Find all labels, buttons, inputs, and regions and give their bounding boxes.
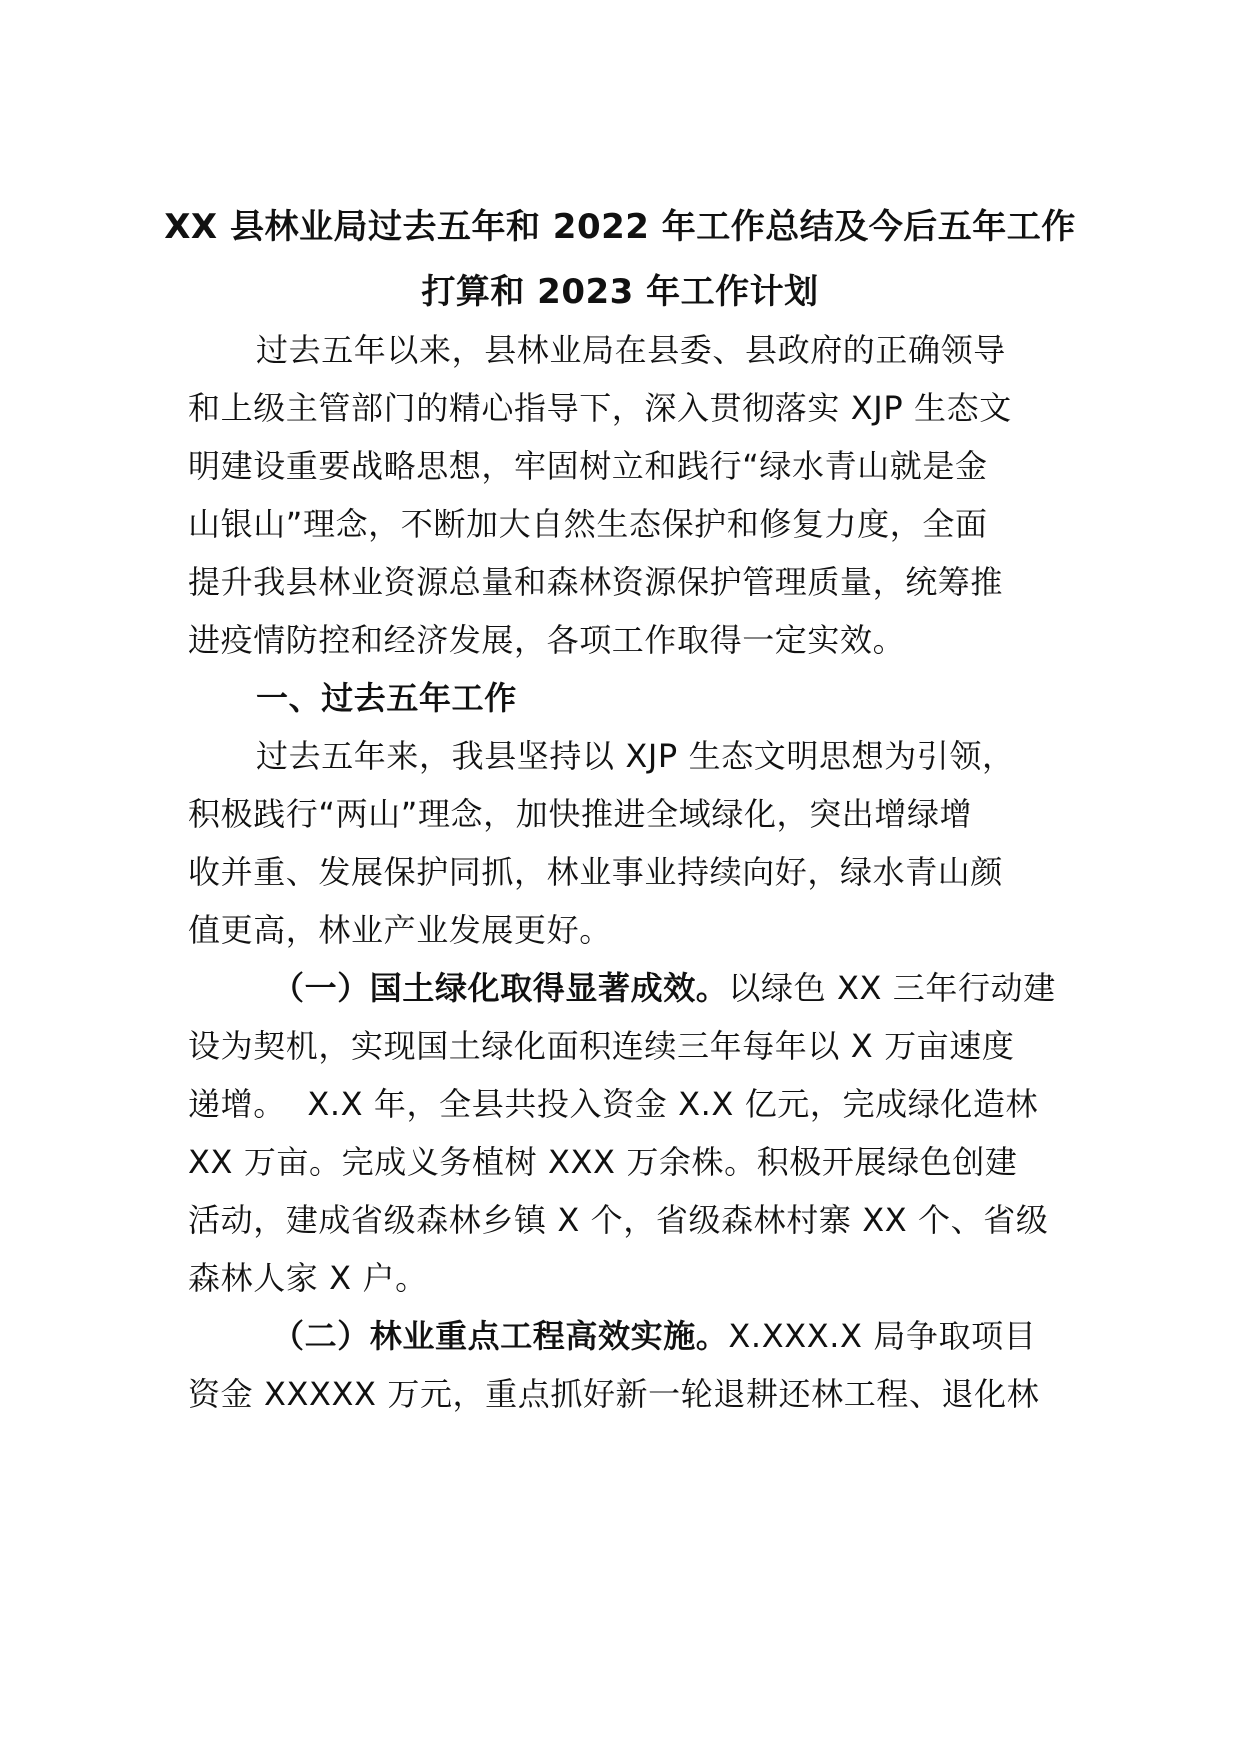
subsection-line: 设为契机，实现国土绿化面积连续三年每年以 X 万亩速度 bbox=[188, 1027, 1015, 1065]
subsection-first-line bbox=[272, 968, 1068, 1008]
intro-line: 和上级主管部门的精心指导下，深入贯彻落实 XJP 生态文 bbox=[188, 389, 1012, 427]
subsection-first-line bbox=[272, 1316, 1068, 1356]
intro-line: 过去五年以来，县林业局在县委、县政府的正确领导 bbox=[256, 331, 1006, 369]
intro-line: 提升我县林业资源总量和森林资源保护管理质量，统筹推 bbox=[188, 563, 1004, 601]
subsection-heading: （一）国土绿化取得显著成效。 bbox=[272, 969, 729, 1007]
subsection-line: 递增。 X.X 年，全县共投入资金 X.X 亿元，完成绿化造林 bbox=[188, 1085, 1039, 1123]
section1-line: 值更高，林业产业发展更好。 bbox=[188, 911, 612, 949]
section-heading: 一、过去五年工作 bbox=[256, 679, 517, 717]
subsection-text: X.XXX.X 局争取项目 bbox=[728, 1317, 1037, 1355]
section1-line: 过去五年来，我县坚持以 XJP 生态文明思想为引领， bbox=[256, 737, 1015, 775]
intro-line: 明建设重要战略思想，牢固树立和践行“绿水青山就是金 bbox=[188, 447, 988, 485]
subsection-line: 资金 XXXXX 万元，重点抓好新一轮退耕还林工程、退化林 bbox=[188, 1375, 1040, 1413]
subsection-text: 以绿色 XX 三年行动建 bbox=[728, 969, 1056, 1007]
subsection-line: XX 万亩。完成义务植树 XXX 万余株。积极开展绿色创建 bbox=[188, 1143, 1018, 1181]
intro-line: 山银山”理念，不断加大自然生态保护和修复力度，全面 bbox=[188, 505, 988, 543]
intro-line: 进疫情防控和经济发展，各项工作取得一定实效。 bbox=[188, 621, 906, 659]
document-title-line-1: XX 县林业局过去五年和 2022 年工作总结及今后五年工作 bbox=[164, 207, 1076, 247]
subsection-heading: （二）林业重点工程高效实施。 bbox=[272, 1317, 729, 1355]
section1-line: 积极践行“两山”理念，加快推进全域绿化，突出增绿增 bbox=[188, 795, 973, 833]
section1-line: 收并重、发展保护同抓，林业事业持续向好，绿水青山颜 bbox=[188, 853, 1004, 891]
document-title-line-2: 打算和 2023 年工作计划 bbox=[421, 272, 819, 312]
subsection-line: 森林人家 X 户。 bbox=[188, 1259, 428, 1297]
subsection-line: 活动，建成省级森林乡镇 X 个，省级森林村寨 XX 个、省级 bbox=[188, 1201, 1049, 1239]
